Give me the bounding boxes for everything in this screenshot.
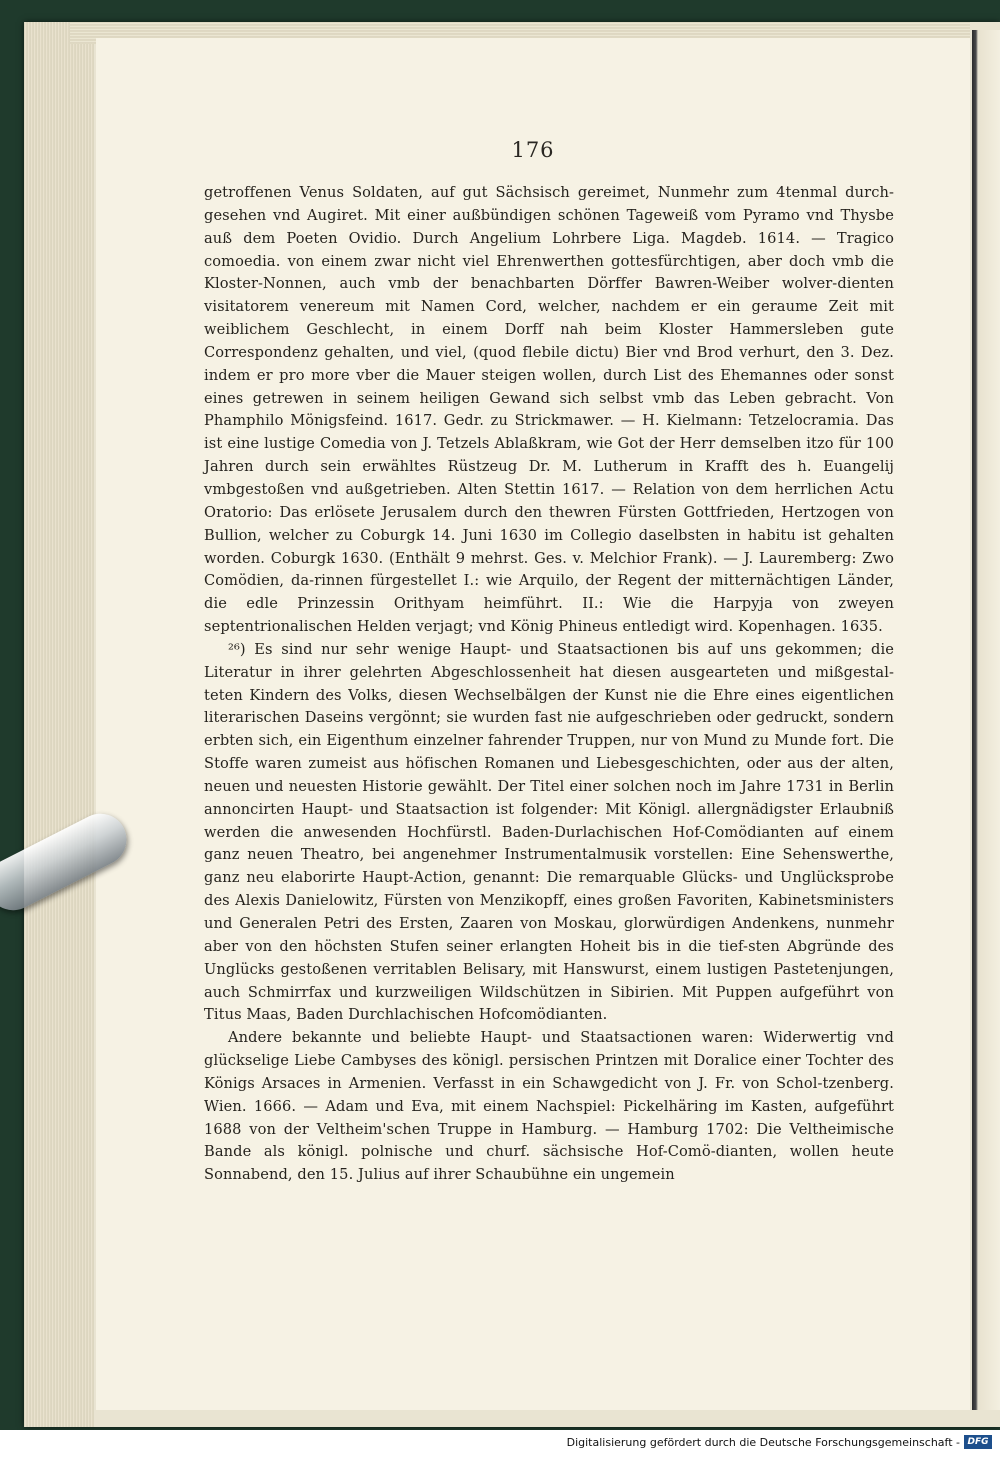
footer-credit: Digitalisierung gefördert durch die Deutsche Forschungsgemeinschaft -: [566, 1436, 960, 1449]
book-page: [96, 38, 970, 1410]
facing-page-edge: [972, 30, 1000, 1410]
paragraph-other-actions: Andere bekannte und beliebte Haupt- und Staatsactionen waren: Widerwertig vnd glückselige Liebe Cambyses des königl. persischen Printzen mit Doralice einer Tochter des Königs Arsaces in Armenien. Verfasst in ein Schawgedicht von J. Fr. von Schol-tzenberg. Wien. 1666. — Adam und Eva, mit einem Nachspiel: Pickelhäring im Kasten, aufgeführt 1688 von der Veltheim'schen Truppe in Hamburg. — Hamburg 1702: Die Veltheimische Bande als königl. polnische und churf. sächsische Hof-Comö-dianten, wollen heute Sonnabend, den 15. Julius auf ihrer Schaubühne ein ungemein: [204, 1029, 894, 1184]
footer-bar: [0, 1430, 1000, 1457]
paragraph-continued-bibliography: getroffenen Venus Soldaten, auf gut Sächsisch gereimet, Nunmehr zum 4tenmal durch-gesehen vnd Augiret. Mit einer außbündigen schönen Tageweiß vom Pyramo vnd Thysbe auß dem Poeten Ovidio. Durch Angelium Lohrbere Liga. Magdeb. 1614. — Tragico comoedia. von einem zwar nicht viel Ehrenwerthen gottesfürchtigen, aber doch vmb die Kloster-Nonnen, auch vmb der benachbarten Dörffer Bawren-Weiber wolver-dienten visitatorem venereum mit Namen Cord, welcher, nachdem er ein geraume Zeit mit weiblichem Geschlecht, in einem Dorff nah beim Kloster Hammersleben gute Correspondenz gehalten, und viel, (quod flebile dictu) Bier vnd Brod verhurt, den 3. Dez. indem er pro more vber die Mauer steigen wollen, durch List des Ehemannes oder sonst eines getrewen in seinem heiligen Gewand sich selbst vmb das Leben gebracht. Von Phamphilo Mönigsfeind. 1617. Gedr. zu Strickmawer. — H. Kielmann: Tetzelocramia. Das ist eine lustige Comedia von J. Tetzels Ablaßkram, wie Got der Herr demselben itzo für 100 Jahren durch sein erwähltes Rüstzeug Dr. M. Lutherum in Krafft des h. Euangelij vmbgestoßen vnd außgetrieben. Alten Stettin 1617. — Relation von dem herrlichen Actu Oratorio: Das erlösete Jerusalem durch den thewren Fürsten Gottfrieden, Hertzogen von Bullion, welcher zu Coburgk 14. Juni 1630 im Collegio daselbsten in habitu ist gehalten worden. Coburgk 1630. (Enthält 9 mehrst. Ges. v. Melchior Frank). — J. Lauremberg: Zwo Comödien, da-rinnen fürgestellet I.: wie Arquilo, der Regent der mitternächtigen Länder, die edle Prinzessin Orithyam heimführt. II.: Wie die Harpyja von zweyen septentrionalischen Helden verjagt; vnd König Phineus entledigt wird. Kopenhagen. 1635.: [204, 184, 894, 636]
page-number: 176: [511, 138, 555, 162]
page-text: [204, 182, 894, 1187]
dfg-logo-icon: DFG: [964, 1435, 992, 1449]
page-stack-edge: [24, 22, 94, 1427]
paragraph-footnote-26: ²⁶) Es sind nur sehr wenige Haupt- und Staatsactionen bis auf uns gekommen; die Literatur in ihrer gelehrten Abgeschlossenheit hat diesen ausgearteten und mißgestal-teten Kindern des Volks, diesen Wechselbälgen der Kunst nie die Ehre eines eigentlichen literarischen Daseins vergönnt; sie wurden fast nie aufgeschrieben oder gedruckt, sondern erbten sich, ein Eigenthum einzelner fahrender Truppen, nur von Mund zu Munde fort. Die Stoffe waren zumeist aus höfischen Romanen und Liebesgeschichten, oder aus der alten, neuen und neuesten Historie gewählt. Der Titel einer solchen noch im Jahre 1731 in Berlin annoncirten Haupt- und Staatsaction ist folgender: Mit Königl. allergnädigster Erlaubniß werden die anwesenden Hochfürstl. Baden-Durlachischen Hof-Comödianten auf einem ganz neuen Theatro, bei angenehmer Instrumentalmusik vorstellen: Eine Sehenswerthe, ganz neu elaborirte Haupt-Action, genannt: Die remarquable Glücks- und Unglücksprobe des Alexis Danielowitz, Fürsten von Menzikopff, eines großen Favoriten, Kabinetsministers und Generalen Petri des Ersten, Zaaren von Moskau, glorwürdigen Andenkens, nunmehr aber von den höchsten Stufen seiner erlangten Hoheit bis in die tief-sten Abgründe des Unglücks gestoßenen verritablen Belisary, mit Hanswurst, einem lustigen Pastetenjungen, auch Schmirrfax und kurzweiligen Wildschützen in Sibirien. Mit Puppen aufgeführt von Titus Maas, Baden Durchlachischen Hofcomödianten.: [204, 640, 894, 1024]
